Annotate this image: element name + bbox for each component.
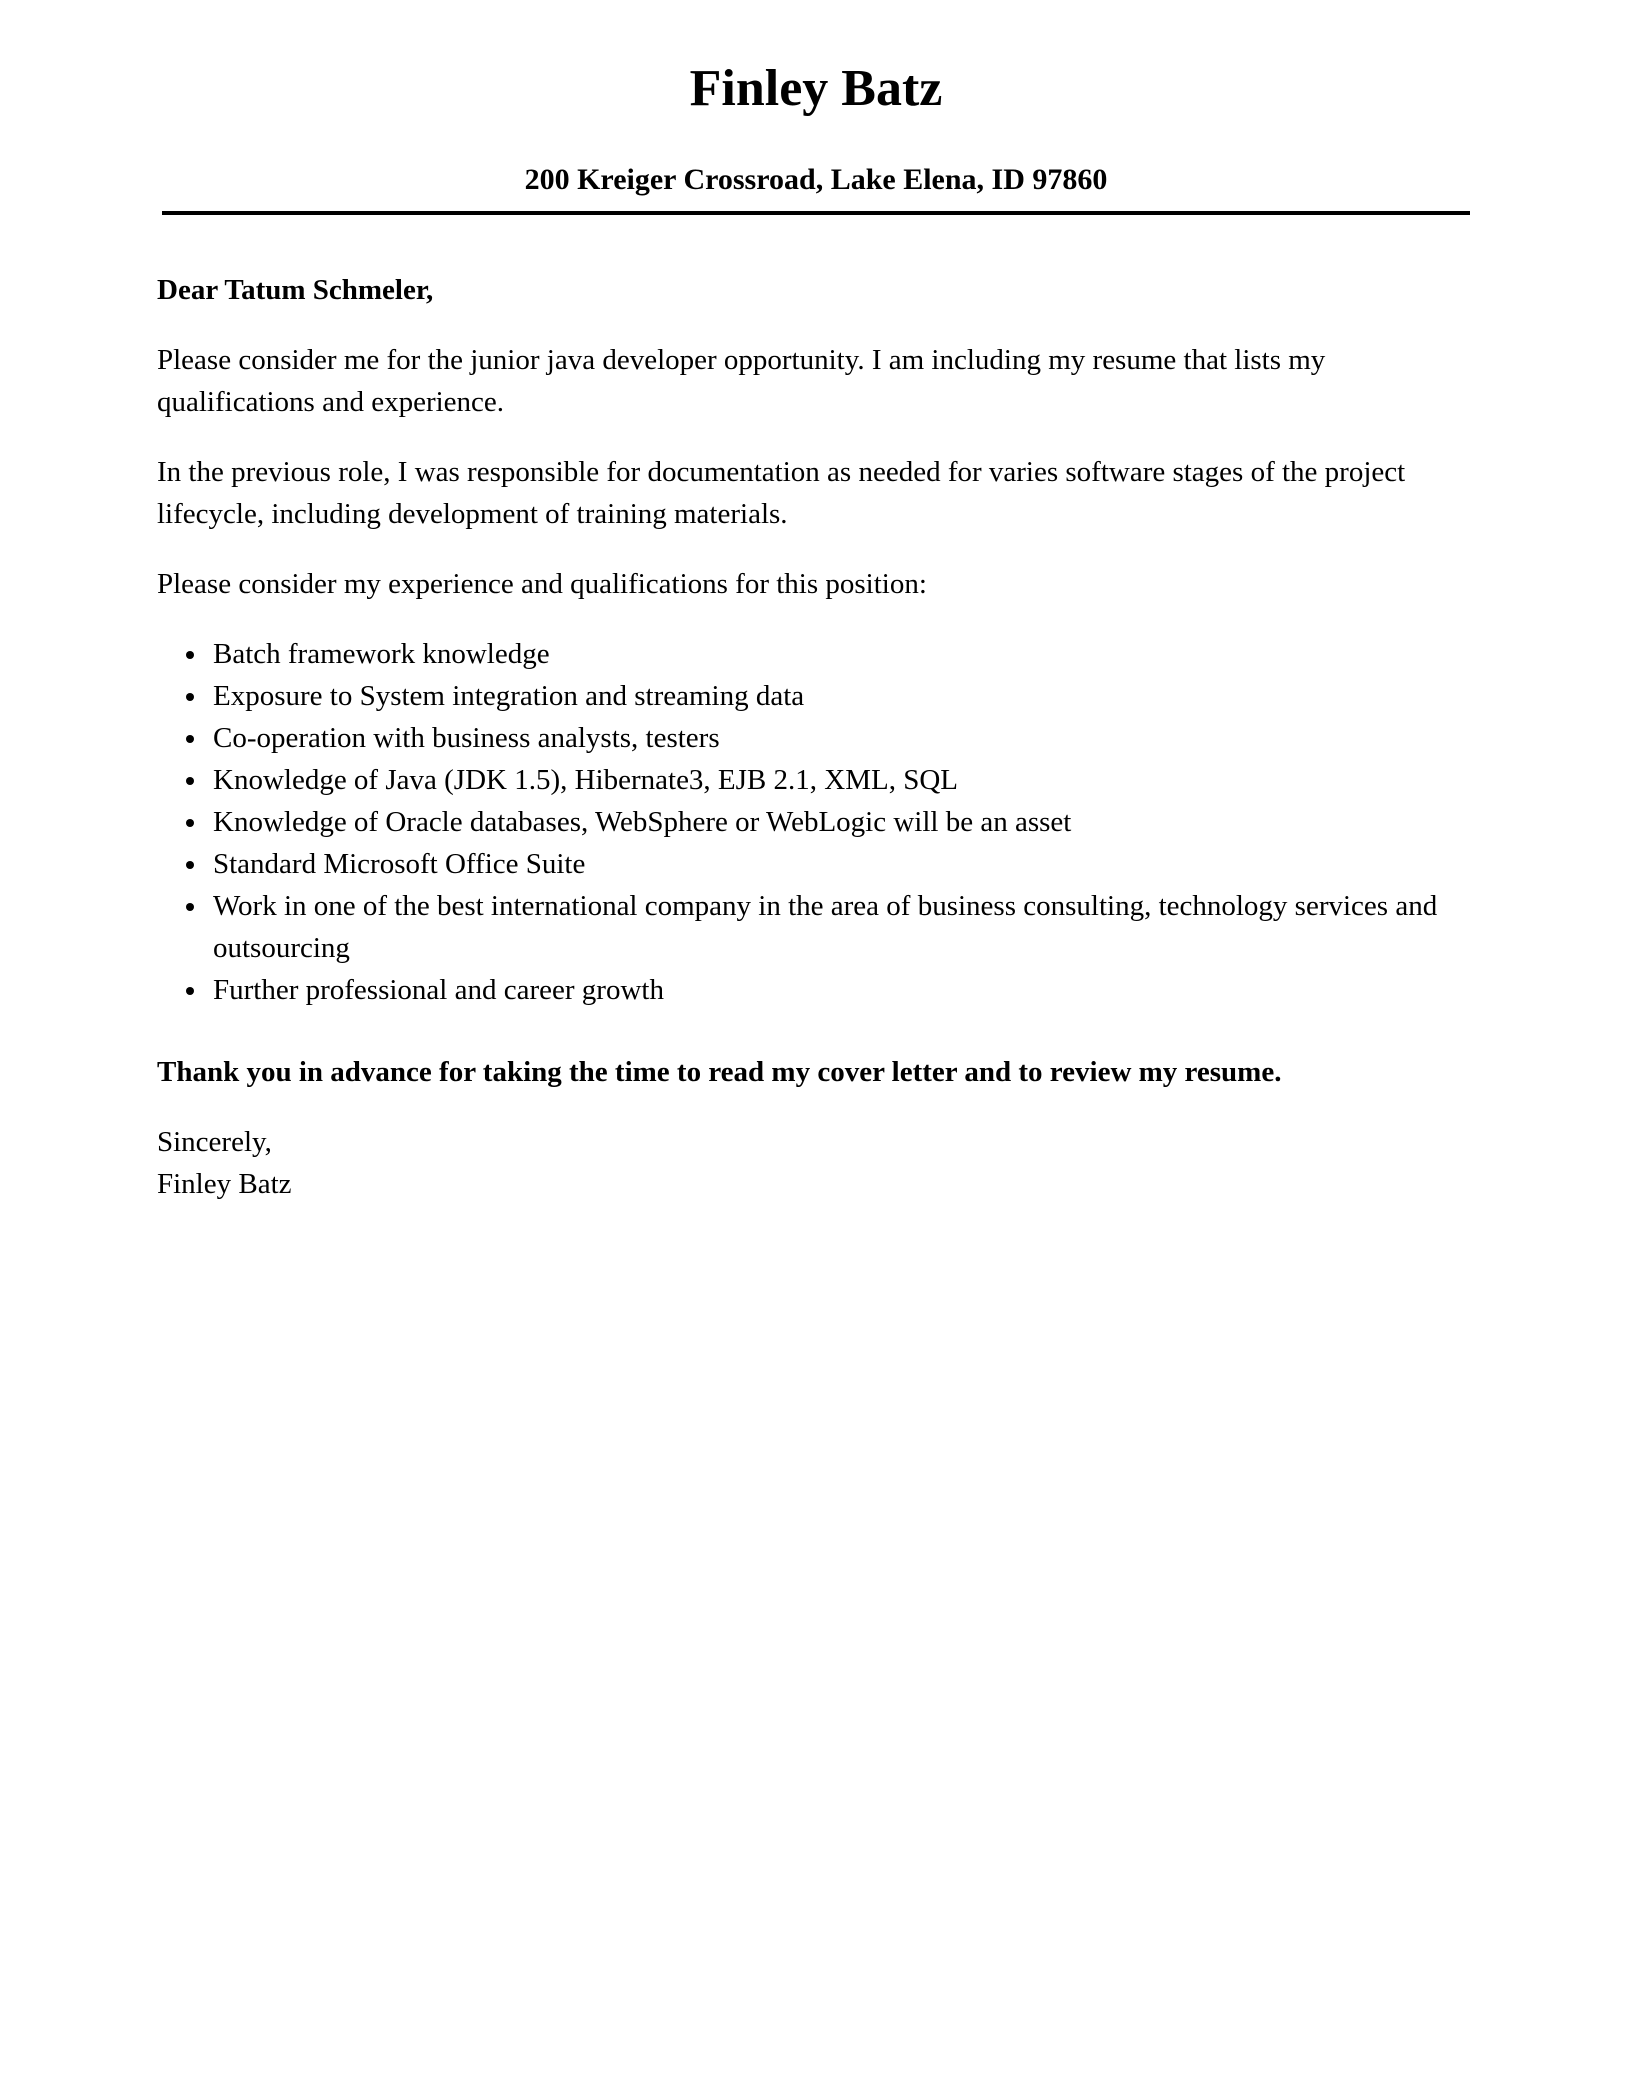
salutation: Dear Tatum Schmeler, — [157, 274, 434, 306]
qualifications-list — [157, 633, 1475, 1011]
intro-paragraph: Please consider me for the junior java developer opportunity. I am including my resume that lists my qualifications and experience. — [157, 344, 1326, 418]
previous-role-paragraph: In the previous role, I was responsible for documentation as needed for varies software stages of the project lifecycle, including development of training materials. — [157, 456, 1406, 530]
letter-body — [157, 269, 1475, 1205]
bullet-item: • Batch framework knowledge — [209, 633, 1475, 675]
signature: Finley Batz — [157, 1168, 292, 1200]
bullet-item: • Further professional and career growth — [209, 969, 1475, 1011]
header-divider — [162, 211, 1470, 215]
closing: Sincerely, — [157, 1126, 272, 1158]
letter-header — [0, 0, 1632, 215]
signature-block — [157, 1121, 1475, 1205]
bullet-item: • Knowledge of Oracle databases, WebSphere or WebLogic will be an asset — [209, 801, 1475, 843]
bullet-item: • Standard Microsoft Office Suite — [209, 843, 1475, 885]
bullet-item: • Knowledge of Java (JDK 1.5), Hibernate3, EJB 2.1, XML, SQL — [209, 759, 1475, 801]
qualifications-intro-paragraph: Please consider my experience and qualifications for this position: — [157, 568, 927, 600]
bullet-item: • Exposure to System integration and streaming data — [209, 675, 1475, 717]
sender-address: 200 Kreiger Crossroad, Lake Elena, ID 97860 — [524, 163, 1108, 196]
sender-name: Finley Batz — [689, 60, 943, 117]
bullet-item: • Work in one of the best international company in the area of business consulting, technology services and outsourcing — [209, 885, 1475, 969]
thanks-paragraph: Thank you in advance for taking the time to read my cover letter and to review my resume. — [157, 1056, 1282, 1088]
bullet-item: • Co-operation with business analysts, testers — [209, 717, 1475, 759]
